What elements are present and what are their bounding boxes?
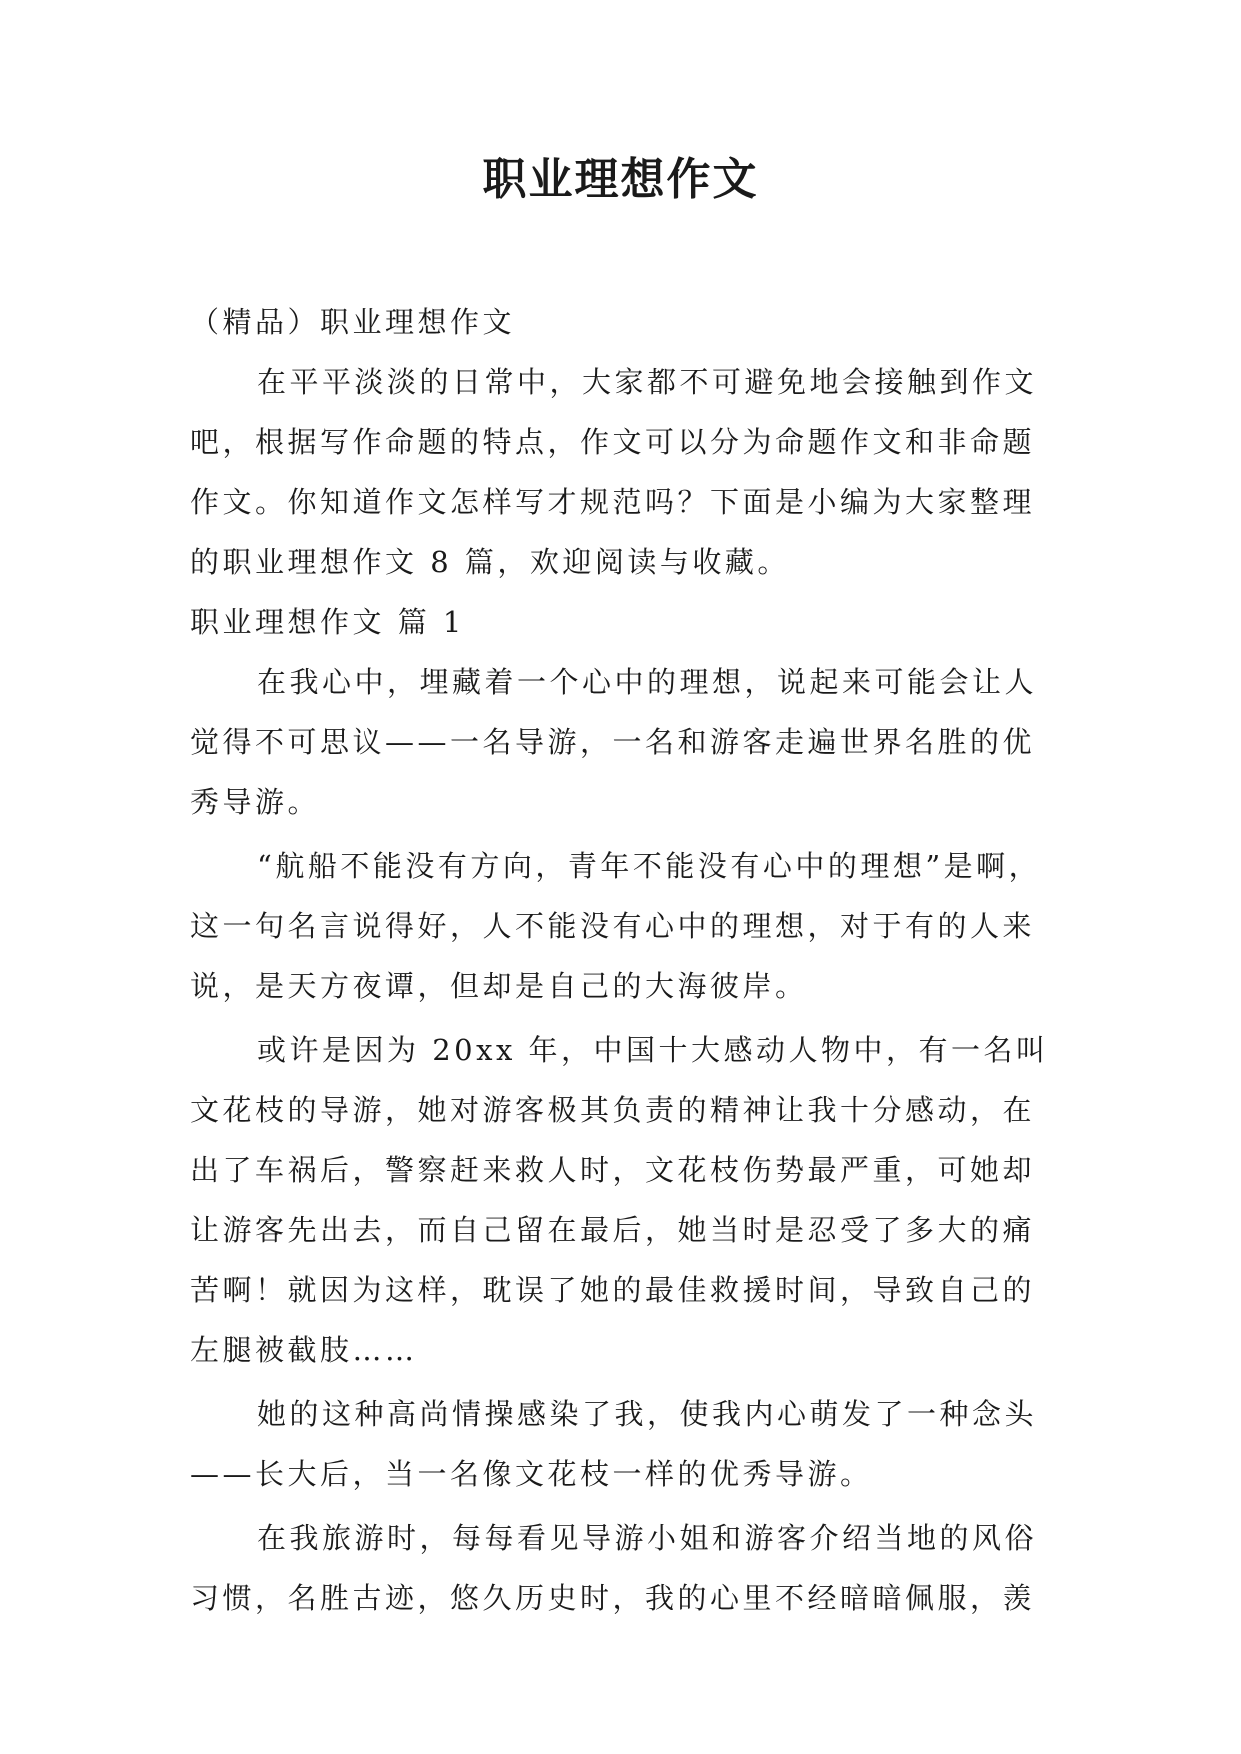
- paragraph-line: 习惯，名胜古迹，悠久历史时，我的心里不经暗暗佩服，羡: [190, 1581, 1036, 1615]
- paragraph-line: 说，是天方夜谭，但却是自己的大海彼岸。: [190, 969, 808, 1003]
- paragraph-line: 在我旅游时，每每看见导游小姐和游客介绍当地的风俗: [257, 1521, 1038, 1555]
- paragraph-line: 的职业理想作文 8 篇，欢迎阅读与收藏。: [190, 545, 790, 579]
- paragraph-1: [190, 352, 1050, 592]
- paragraph-3: [190, 836, 1050, 1016]
- paragraph-line: 秀导游。: [190, 785, 321, 819]
- intro-line: （精品）职业理想作文: [190, 305, 516, 339]
- document-title: 职业理想作文: [482, 154, 759, 205]
- paragraph-line: ——长大后，当一名像文花枝一样的优秀导游。: [190, 1457, 873, 1491]
- paragraph-line: 作文。你知道作文怎样写才规范吗？下面是小编为大家整理: [190, 485, 1036, 519]
- paragraph-line: 在平平淡淡的日常中，大家都不可避免地会接触到作文: [257, 365, 1038, 399]
- paragraph-line: 苦啊！就因为这样，耽误了她的最佳救援时间，导致自己的: [190, 1273, 1036, 1307]
- paragraph-line: 出了车祸后，警察赶来救人时，文花枝伤势最严重，可她却: [190, 1153, 1036, 1187]
- paragraph-line: 或许是因为 20xx 年，中国十大感动人物中，有一名叫: [257, 1033, 1049, 1067]
- paragraph-6: [190, 1508, 1050, 1628]
- paragraph-line: “航船不能没有方向，青年不能没有心中的理想”是啊，: [257, 849, 1042, 883]
- paragraph-line: 左腿被截肢……: [190, 1333, 418, 1367]
- paragraph-line: 这一句名言说得好，人不能没有心中的理想，对于有的人来: [190, 909, 1036, 943]
- paragraph-line: 她的这种高尚情操感染了我，使我内心萌发了一种念头: [257, 1397, 1038, 1431]
- section-heading: 职业理想作文 篇 1: [190, 605, 465, 639]
- paragraph-line: 吧，根据写作命题的特点，作文可以分为命题作文和非命题: [190, 425, 1036, 459]
- paragraph-4: [190, 1020, 1050, 1380]
- paragraph-line: 文花枝的导游，她对游客极其负责的精神让我十分感动，在: [190, 1093, 1036, 1127]
- paragraph-5: [190, 1384, 1050, 1504]
- paragraph-line: 觉得不可思议——一名导游，一名和游客走遍世界名胜的优: [190, 725, 1036, 759]
- paragraph-line: 在我心中，埋藏着一个心中的理想，说起来可能会让人: [257, 665, 1038, 699]
- paragraph-line: 让游客先出去，而自己留在最后，她当时是忍受了多大的痛: [190, 1213, 1036, 1247]
- paragraph-2: [190, 652, 1050, 832]
- document-body: [190, 292, 1050, 1628]
